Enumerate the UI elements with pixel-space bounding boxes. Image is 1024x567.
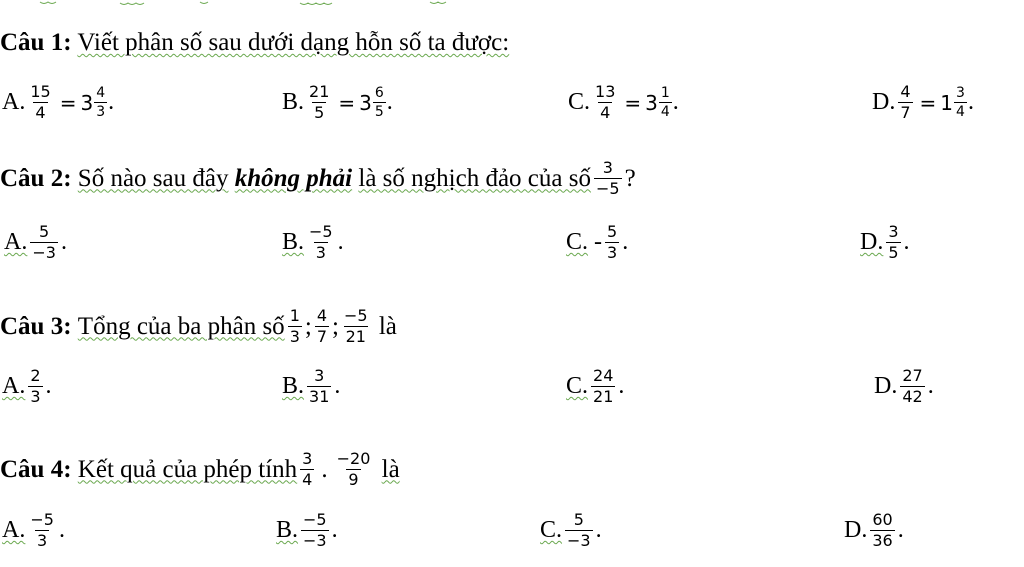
question-1 <box>0 28 509 58</box>
q4-option-b[interactable] <box>276 510 338 551</box>
option-letter: D. <box>872 89 896 115</box>
question-4-label: Câu 4: <box>0 455 72 483</box>
option-end: . <box>60 229 67 255</box>
fraction: $\frac{2}{3}$ <box>30 366 41 406</box>
q4-option-c[interactable] <box>540 510 602 551</box>
fraction: $\frac{13}{4}$ <box>595 82 616 122</box>
option-end: . <box>58 517 65 543</box>
question-3-text: Tổng của ba phân số <box>77 312 285 340</box>
option-letter: B. <box>282 229 305 255</box>
question-2-text-before: Số nào sau đây <box>77 164 229 192</box>
option-end: . <box>897 517 904 543</box>
q2-option-c[interactable] <box>566 222 628 263</box>
option-end: . <box>903 229 910 255</box>
q3-option-d[interactable] <box>874 366 934 407</box>
operator: . <box>321 455 328 483</box>
question-2-emphasis: không phải <box>234 164 353 192</box>
option-letter: B. <box>282 89 305 115</box>
option-end: . <box>108 89 115 115</box>
fraction: $\frac{3}{4}$ <box>302 449 313 489</box>
question-1-label: Câu 1: <box>0 29 72 56</box>
fraction: $\frac{4}{7}$ <box>316 306 328 346</box>
fraction: $\frac{3}{-5}$ <box>595 158 620 198</box>
equals-sign: = <box>919 90 937 115</box>
fraction: $\frac{4}{7}$ <box>900 82 911 122</box>
mixed-fraction: $\frac{3}{4}$ <box>956 85 965 120</box>
q1-option-c[interactable] <box>568 82 679 123</box>
equals-sign: = <box>624 90 642 115</box>
option-end: . <box>622 229 629 255</box>
cropped-top-text <box>0 0 1024 6</box>
fraction: $\frac{-5}{3}$ <box>30 510 54 550</box>
fraction: $\frac{15}{4}$ <box>30 82 51 122</box>
q3-option-a[interactable] <box>2 366 52 407</box>
option-end: . <box>595 517 602 543</box>
fraction: $\frac{-5}{-3}$ <box>303 510 327 550</box>
question-2-end: ? <box>624 164 636 192</box>
q4-option-a[interactable] <box>2 510 65 551</box>
option-end: . <box>337 229 344 255</box>
q1-option-b[interactable] <box>282 82 393 123</box>
option-prefix: - <box>594 229 603 255</box>
fraction: $\frac{1}{3}$ <box>289 306 300 346</box>
option-letter: D. <box>844 517 868 543</box>
option-letter: C. <box>566 229 589 255</box>
q2-option-a[interactable] <box>4 222 67 263</box>
q3-option-b[interactable] <box>282 366 340 407</box>
fraction: $\frac{-20}{9}$ <box>336 449 371 489</box>
equals-sign: = <box>59 90 77 115</box>
q2-option-d[interactable] <box>860 222 910 263</box>
fraction: $\frac{3}{5}$ <box>888 222 899 262</box>
option-end: . <box>331 517 338 543</box>
option-end: . <box>386 89 393 115</box>
question-3-tail: là <box>378 312 397 340</box>
option-letter: A. <box>2 517 26 543</box>
question-4 <box>0 449 400 490</box>
question-3 <box>0 306 397 347</box>
option-end: . <box>927 373 934 399</box>
separator: ; <box>304 312 312 340</box>
option-letter: B. <box>282 373 305 399</box>
mixed-integer: 3 <box>80 90 94 115</box>
fraction: $\frac{5}{-3}$ <box>32 222 56 262</box>
question-2-label: Câu 2: <box>0 164 72 192</box>
mixed-fraction: $\frac{1}{4}$ <box>660 85 670 120</box>
question-4-tail: là <box>381 455 400 483</box>
q4-option-d[interactable] <box>844 510 904 551</box>
question-1-text: Viết phân số sau dưới dạng hỗn số ta được: <box>77 29 510 56</box>
fraction: $\frac{21}{5}$ <box>309 82 330 122</box>
mixed-integer: 3 <box>645 90 658 115</box>
question-2-text-after: là số nghịch đảo của số <box>358 164 591 192</box>
option-end: . <box>967 89 974 115</box>
question-2 <box>0 158 636 199</box>
q1-option-d[interactable] <box>872 82 974 123</box>
option-end: . <box>45 373 52 399</box>
q2-option-b[interactable] <box>282 222 344 263</box>
option-letter: C. <box>568 89 591 115</box>
mixed-fraction: $\frac{6}{5}$ <box>374 85 384 120</box>
fraction: $\frac{5}{-3}$ <box>567 510 591 550</box>
fraction: $\frac{60}{36}$ <box>872 510 893 550</box>
option-end: . <box>334 373 341 399</box>
fraction: $\frac{-5}{3}$ <box>309 222 333 262</box>
separator: ; <box>332 312 339 340</box>
fraction: $\frac{-5}{21}$ <box>343 306 368 346</box>
option-letter: A. <box>4 229 28 255</box>
q3-option-c[interactable] <box>566 366 624 407</box>
question-4-text: Kết quả của phép tính <box>77 455 298 483</box>
option-end: . <box>618 373 625 399</box>
option-letter: A. <box>2 373 26 399</box>
fraction: $\frac{27}{42}$ <box>902 366 923 406</box>
option-end: . <box>672 89 679 115</box>
fraction: $\frac{5}{3}$ <box>607 222 618 262</box>
option-letter: C. <box>566 373 589 399</box>
equals-sign: = <box>338 90 356 115</box>
option-letter: D. <box>874 373 898 399</box>
question-3-label: Câu 3: <box>0 312 72 340</box>
mixed-fraction: $\frac{4}{3}$ <box>96 85 106 120</box>
option-letter: A. <box>2 89 26 115</box>
mixed-integer: 1 <box>940 90 954 115</box>
fraction: $\frac{3}{31}$ <box>309 366 330 406</box>
option-letter: B. <box>276 517 299 543</box>
option-letter: D. <box>860 229 884 255</box>
q1-option-a[interactable] <box>2 82 114 123</box>
mixed-integer: 3 <box>359 90 372 115</box>
option-letter: C. <box>540 517 563 543</box>
fraction: $\frac{24}{21}$ <box>593 366 614 406</box>
